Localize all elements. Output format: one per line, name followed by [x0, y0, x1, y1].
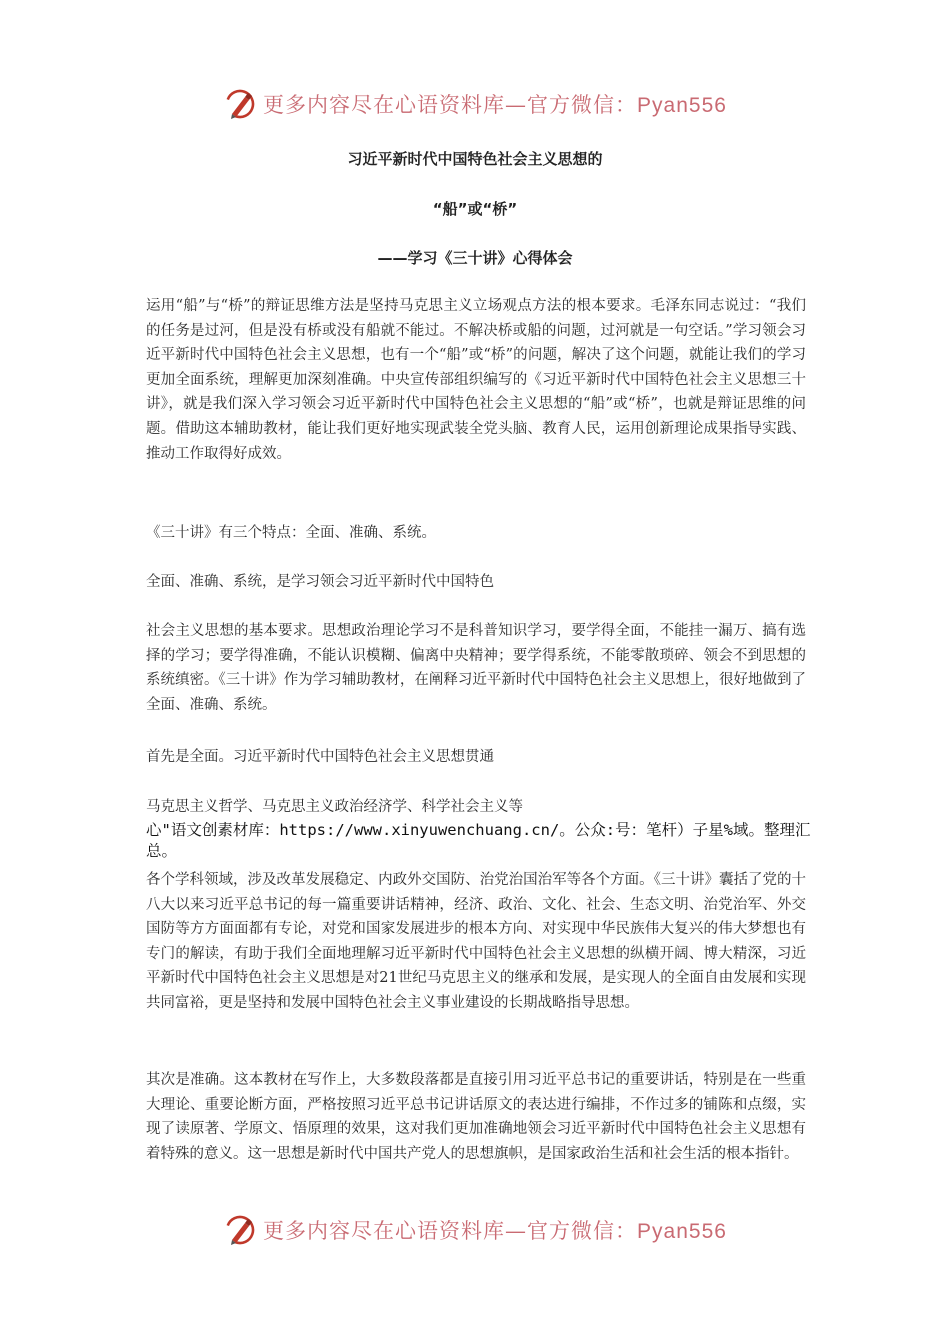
paragraph-8: 其次是准确。这本教材在写作上，大多数段落都是直接引用习近平总书记的重要讲话，特别是在一些重大理论、重要论断方面，严格按照习近平总书记讲话原文的表达进行编排，不作过多的铺陈和点缀，实现了读原著、学原文、悟原理的效果，这对我们更加准确地领会习近平新时代中国特色社会主义思想有着特殊的意义。这一思想是新时代中国共产党人的思想旗帜，是国家政治生活和社会生活的根本指针。 — [146, 1072, 806, 1162]
paragraph-3: 全面、准确、系统，是学习领会习近平新时代中国特色 — [146, 574, 494, 590]
paragraph-1: 运用“船”与“桥”的辩证思维方法是坚持马克思主义立场观点方法的根本要求。毛泽东同志说过：“我们的任务是过河，但是没有桥或没有船就不能过。不解决桥或船的问题，过河就是一句空话。”学习领会习近平新时代中国特色社会主义思想，也有一个“船”或“桥”的问题，解决了这个问题，就能让我们的学习更加全面系统，理解更加深刻准确。中央宣传部组织编写的《习近平新时代中国特色社会主义思想三十讲》，就是我们深入学习领会习近平新时代中国特色社会主义思想的“船”或“桥”，也就是辩证思维的问题。借助这本辅助教材，能让我们更好地实现武装全党头脑、教育人民，运用创新理论成果指导实践、推动工作取得好成效。 — [146, 298, 806, 462]
doc-title-line1: 习近平新时代中国特色社会主义思想的 — [347, 150, 603, 168]
header-banner — [0, 82, 950, 126]
doc-subtitle: ——学习《三十讲》心得体会 — [377, 249, 573, 267]
paragraph-7: 各个学科领域，涉及改革发展稳定、内政外交国防、治党治国治军等各个方面。《三十讲》囊括了党的十八大以来习近平总书记的每一篇重要讲话精神，经济、政治、文化、社会、生态文明、治党治军、外交国防等方方面面都有专论，对党和国家发展进步的根本方向、对实现中华民族伟大复兴的伟大梦想也有专门的解读，有助于我们全面地理解习近平新时代中国特色社会主义思想的纵横开阔、博大精深，习近平新时代中国特色社会主义思想是对21世纪马克思主义的继承和发展，是实现人的全面自由发展和实现共同富裕，更是坚持和发展中国特色社会主义事业建设的长期战略指导思想。 — [146, 872, 806, 1011]
paragraph-6: 马克思主义哲学、马克思主义政治经济学、科学社会主义等 — [146, 799, 523, 815]
banner-wechat: Pyan556 — [637, 1220, 727, 1243]
banner-wechat: Pyan556 — [637, 94, 727, 117]
banner-text: 更多内容尽在心语资料库—官方微信：Pyan556 — [263, 93, 727, 117]
pen-logo-icon — [223, 1213, 257, 1247]
source-note: 心"语文创素材库：https://www.xinyuwenchuang.cn/。公众:号：笔杆）子星%域。整理汇总。 — [146, 821, 811, 860]
doc-title-line2: “船”或“桥” — [432, 200, 518, 218]
paragraph-4: 社会主义思想的基本要求。思想政治理论学习不是科普知识学习，要学得全面，不能挂一漏万、搞有选择的学习；要学得准确，不能认识模糊、偏离中央精神；要学得系统，不能零散琐碎、领会不到思想的系统缜密。《三十讲》作为学习辅助教材，在阐释习近平新时代中国特色社会主义思想上，很好地做到了全面、准确、系统。 — [146, 623, 806, 713]
paragraph-5: 首先是全面。习近平新时代中国特色社会主义思想贯通 — [146, 749, 494, 765]
footer-banner — [0, 1208, 950, 1252]
pen-logo-icon — [223, 87, 257, 121]
paragraph-2: 《三十讲》有三个特点：全面、准确、系统。 — [146, 525, 436, 541]
banner-text: 更多内容尽在心语资料库—官方微信：Pyan556 — [263, 1219, 727, 1243]
